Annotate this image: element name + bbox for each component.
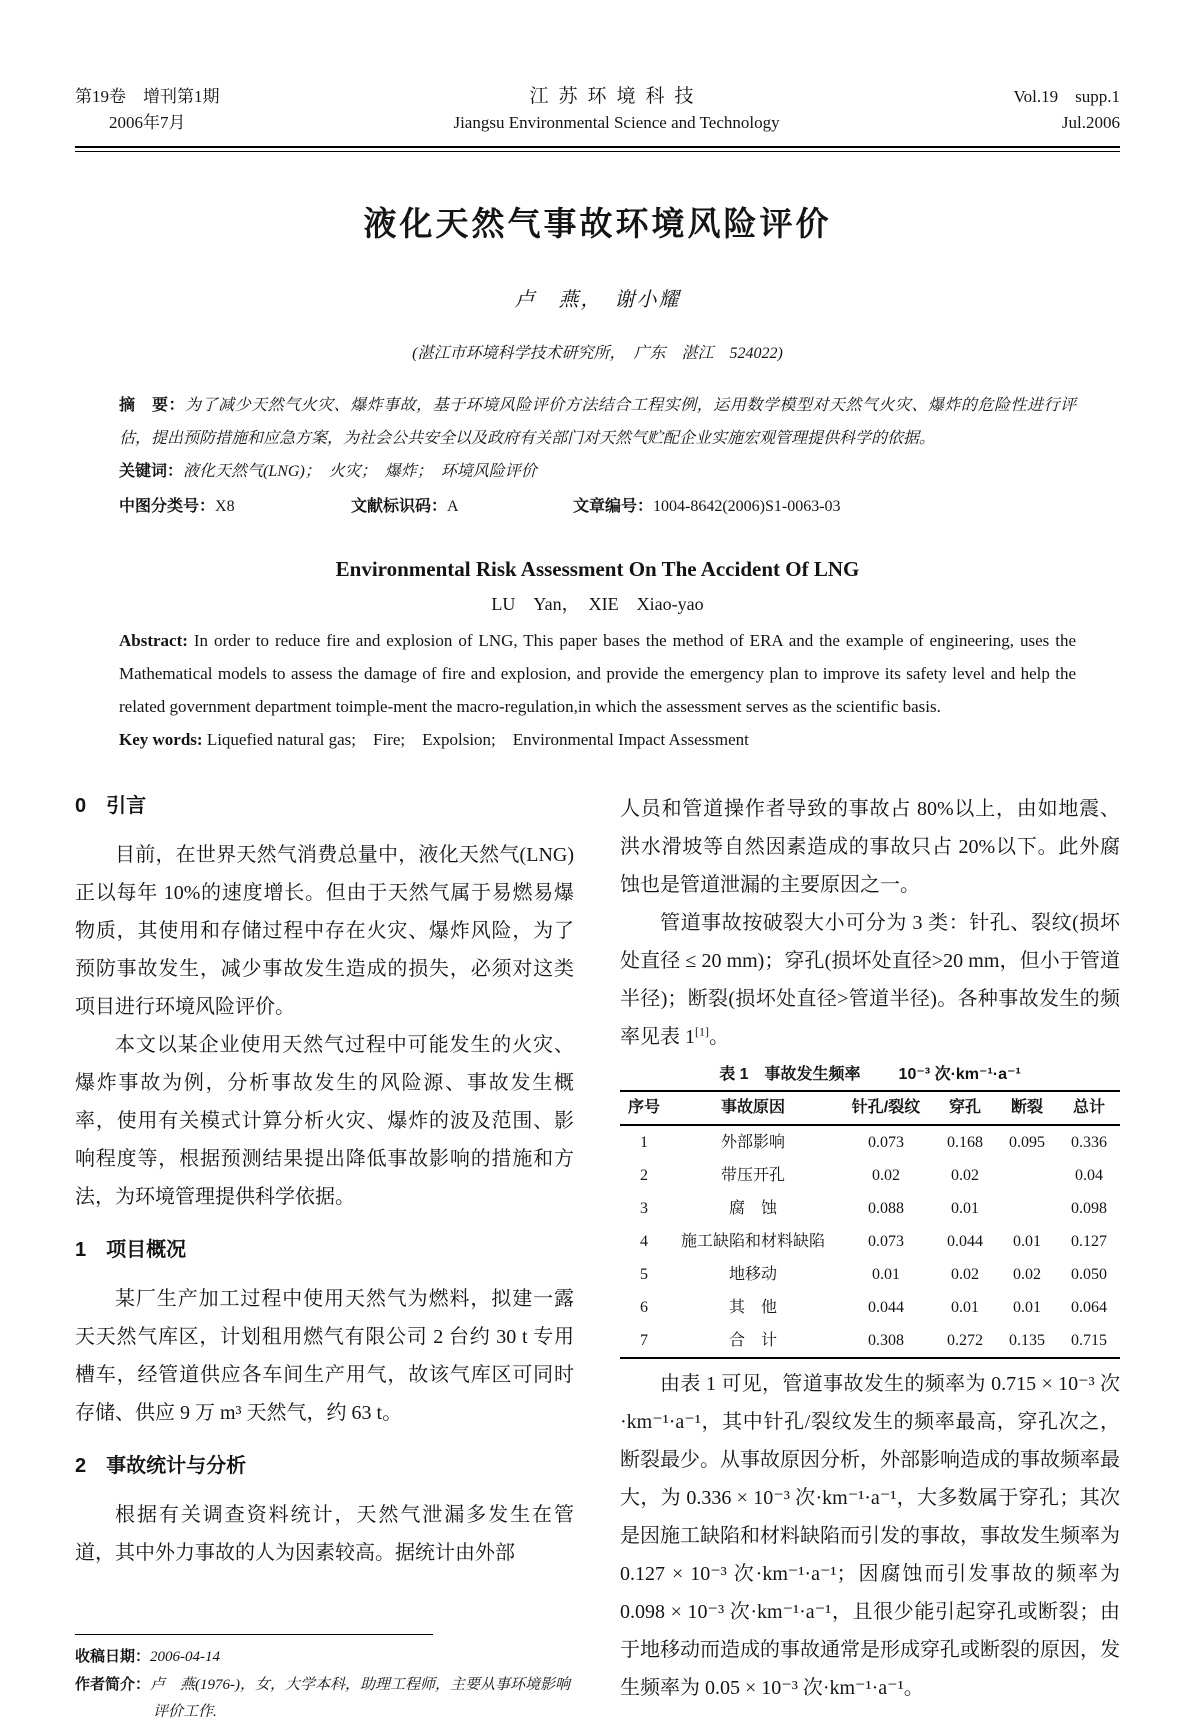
journal-header [75, 84, 1120, 136]
paper-title-cn: 液化天然气事故环境风险评价 [363, 205, 832, 242]
table-cell: 0.073 [868, 1133, 904, 1151]
affiliation: (湛江市环境科学技术研究所， 广东 湛江 524022) [412, 345, 783, 362]
journal-name-cn: 江苏环境科技 [529, 86, 704, 107]
table-cell: 0.073 [868, 1232, 904, 1250]
table-cell: 0.168 [947, 1133, 983, 1151]
section-0-paragraph-1: 目前，在世界天然气消费总量中，液化天然气(LNG)正以每年 10%的速度增长。但由于天然气属于易燃易爆物质，其使用和存储过程中存在火灾、爆炸风险，为了预防事故发生，减少事故发生造成的损失，必须对这类项目进行环境风险评价。 [75, 844, 574, 1018]
article-id-label: 文章编号： [573, 498, 654, 515]
table-cell: 2 [640, 1166, 648, 1184]
pipeline-accident-paragraph [620, 904, 1120, 1056]
footnote-received [75, 1643, 574, 1671]
table-cell: 0.01 [1013, 1232, 1041, 1250]
body-columns [75, 790, 1120, 1736]
section-0-paragraph-2: 本文以某企业使用天然气过程中可能发生的火灾、爆炸事故为例，分析事故发生的风险源、事故发生概率，使用有关模式计算分析火灾、爆炸的波及范围、影响程度等，根据预测结果提出降低事故影响的措施和方法，为环境管理提供科学依据。 [75, 1034, 574, 1208]
table-cell: 4 [640, 1232, 648, 1250]
table-cell: 地移动 [728, 1265, 777, 1283]
journal-name-block [453, 84, 779, 136]
doccode-value: A [447, 498, 459, 515]
table-cell: 0.336 [1071, 1133, 1107, 1151]
table-cell: 0.02 [1013, 1265, 1041, 1283]
section-0-heading: 0 引言 [75, 795, 147, 817]
table-cell [996, 1192, 1058, 1225]
keywords-cn-line [119, 455, 1076, 488]
table-row [620, 1291, 1120, 1324]
keywords-label-cn: 关键词： [119, 463, 184, 480]
table-cell: 0.098 [1071, 1199, 1107, 1217]
table-header-row [620, 1091, 1120, 1125]
paper-title-en: Environmental Risk Assessment On The Accident Of LNG [335, 557, 860, 581]
authors-cn: 卢 燕， 谢小耀 [514, 289, 681, 311]
table-cell: 7 [640, 1331, 648, 1349]
paragraph-text-end: 。 [709, 1026, 729, 1048]
footnote-author-bio [75, 1671, 574, 1726]
table-1-unit: 10⁻³ 次·km⁻¹·a⁻¹ [898, 1066, 1021, 1083]
keywords-text-cn: 液化天然气(LNG)； 火灾； 爆炸； 环境风险评价 [183, 463, 537, 480]
table-cell: 0.095 [1009, 1133, 1045, 1151]
right-column [620, 790, 1120, 1736]
abstract-en [119, 624, 1076, 723]
abstract-label-cn: 摘 要： [119, 397, 186, 414]
section-1-heading: 1 项目概况 [75, 1239, 187, 1261]
table-1-caption [620, 1060, 1120, 1090]
table-cell: 0.02 [872, 1166, 900, 1184]
clc-label: 中图分类号： [119, 498, 216, 515]
abstract-text-cn: 为了减少天然气火灾、爆炸事故，基于环境风险评价方法结合工程实例，运用数学模型对天然气火灾、爆炸的危险性进行评估，提出预防措施和应急方案，为社会公共安全以及政府有关部门对天然气贮配企业实施宏观管理提供科学的依据。 [119, 397, 1076, 447]
accident-frequency-table [620, 1090, 1120, 1359]
header-divider [75, 146, 1120, 152]
abstract-label-en: Abstract: [119, 631, 188, 650]
table-header [620, 1091, 1120, 1125]
table-cell: 0.01 [872, 1265, 900, 1283]
table-cell: 5 [640, 1265, 648, 1283]
table-column-header: 穿孔 [934, 1091, 996, 1125]
paragraph-text: 管道事故按破裂大小可分为 3 类：针孔、裂纹(损坏处直径 ≤ 20 mm)；穿孔(损坏处直径>20 mm，但小于管道半径)；断裂(损坏处直径>管道半径)。各种事故发生的频率见表 1 [620, 912, 1120, 1048]
received-date-label: 收稿日期： [75, 1648, 151, 1665]
table-cell: 0.127 [1071, 1232, 1107, 1250]
table-column-header: 事故原因 [668, 1091, 838, 1125]
table-cell: 0.715 [1071, 1331, 1107, 1349]
keywords-text-en: Liquefied natural gas; Fire; Expolsion; Environmental Impact Assessment [206, 730, 749, 749]
left-column [75, 790, 574, 1736]
journal-date-cn: 2006年7月 [109, 113, 186, 132]
journal-vol-issue: 第19卷 增刊第1期 [75, 87, 220, 106]
footnote [75, 1634, 574, 1736]
journal-issue-block [75, 84, 220, 136]
received-date-value: 2006-04-14 [150, 1649, 221, 1665]
table-cell: 带压开孔 [720, 1166, 785, 1184]
table-row [620, 1324, 1120, 1358]
clc-value: X8 [215, 498, 235, 515]
section-1-paragraph-1: 某厂生产加工过程中使用天然气为燃料，拟建一露天天然气库区，计划租用燃气有限公司 2 台约 30 t 专用槽车，经管道供应各车间生产用气，故该气库区可同时存储、供应 9 万 m³ 天然气，约 63 t。 [75, 1288, 574, 1424]
journal-name-en: Jiangsu Environmental Science and Technology [453, 113, 780, 132]
table-cell: 外部影响 [720, 1133, 785, 1151]
table-cell: 0.01 [1013, 1298, 1041, 1316]
table-column-header: 针孔/裂纹 [838, 1091, 934, 1125]
section-2-heading: 2 事故统计与分析 [75, 1455, 247, 1477]
table-column-header: 序号 [620, 1091, 668, 1125]
table-cell: 腐 蚀 [728, 1199, 777, 1217]
keywords-en-line [119, 723, 1076, 756]
table-column-header: 断裂 [996, 1091, 1058, 1125]
table-1-title: 表 1 事故发生频率 [719, 1066, 861, 1083]
author-bio-label: 作者简介： [75, 1676, 151, 1693]
abstract-cn [119, 389, 1076, 455]
table-cell: 施工缺陷和材料缺陷 [680, 1232, 825, 1250]
table-cell: 6 [640, 1298, 648, 1316]
doccode-label: 文献标识码： [351, 498, 448, 515]
table-row [620, 1125, 1120, 1159]
table-body [620, 1125, 1120, 1358]
journal-date-en: Jul.2006 [1061, 113, 1120, 132]
table-cell: 0.02 [951, 1166, 979, 1184]
footnote-rule [75, 1634, 433, 1635]
table-cell: 0.01 [951, 1199, 979, 1217]
table-cell: 0.02 [951, 1265, 979, 1283]
article-id-value: 1004-8642(2006)S1-0063-03 [653, 498, 841, 515]
table-cell: 0.088 [868, 1199, 904, 1217]
author-bio-value: 卢 燕(1976-)，女，大学本科，助理工程师，主要从事环境影响评价工作. [150, 1677, 571, 1720]
doccode-pair [351, 490, 573, 523]
citation-ref-1: [1] [695, 1024, 709, 1039]
table-cell [996, 1159, 1058, 1192]
table-row [620, 1225, 1120, 1258]
table-cell: 0.064 [1071, 1298, 1107, 1316]
continuation-paragraph: 人员和管道操作者导致的事故占 80%以上，由如地震、洪水滑坡等自然因素造成的事故只占 20%以下。此外腐蚀也是管道泄漏的主要原因之一。 [620, 798, 1120, 896]
classification-line [119, 490, 1076, 523]
keywords-label-en: Key words: [119, 730, 203, 749]
section-2-paragraph-1: 根据有关调查资料统计，天然气泄漏多发生在管道，其中外力事故的人为因素较高。据统计由外部 [75, 1504, 574, 1564]
table-cell: 0.044 [947, 1232, 983, 1250]
table-row [620, 1258, 1120, 1291]
authors-en: LU Yan， XIE Xiao-yao [491, 594, 704, 614]
table-cell: 合 计 [728, 1331, 777, 1349]
journal-vol-en: Vol.19 supp.1 [1013, 87, 1120, 106]
clc-pair [119, 490, 351, 523]
table-cell: 1 [640, 1133, 648, 1151]
table-column-header: 总计 [1058, 1091, 1120, 1125]
abstract-text-en: In order to reduce fire and explosion of LNG, This paper bases the method of ERA and the example of engineering, uses the Mathematical models to assess the damage of fire and explosion, and provide the emergency plan to improve its safety level and help the related government department toimple-ment the macro-regulation,in which the assessment serves as the scientific basis. [119, 631, 1076, 716]
table-cell: 0.050 [1071, 1265, 1107, 1283]
table-cell: 0.308 [868, 1331, 904, 1349]
table-cell: 0.04 [1075, 1166, 1103, 1184]
table-cell: 3 [640, 1199, 648, 1217]
table-cell: 0.272 [947, 1331, 983, 1349]
table-row [620, 1159, 1120, 1192]
table-row [620, 1192, 1120, 1225]
table-cell: 0.01 [951, 1298, 979, 1316]
table-cell: 其 他 [728, 1298, 777, 1316]
article-id-pair [573, 490, 841, 523]
table-cell: 0.044 [868, 1298, 904, 1316]
journal-vol-block [1014, 84, 1120, 136]
table-cell: 0.135 [1009, 1331, 1045, 1349]
analysis-paragraph: 由表 1 可见，管道事故发生的频率为 0.715 × 10⁻³ 次·km⁻¹·a⁻¹，其中针孔/裂纹发生的频率最高，穿孔次之，断裂最少。从事故原因分析，外部影响造成的事故频率最大，为 0.336 × 10⁻³ 次·km⁻¹·a⁻¹，大多数属于穿孔；其次是因施工缺陷和材料缺陷而引发的事故，事故发生频率为 0.127 × 10⁻³ 次·km⁻¹·a⁻¹；因腐蚀而引发事故的频率为 0.098 × 10⁻³ 次·km⁻¹·a⁻¹，且很少能引起穿孔或断裂；由于地移动而造成的事故通常是形成穿孔或断裂的原因，发生频率为 0.05 × 10⁻³ 次·km⁻¹·a⁻¹。 [620, 1373, 1120, 1699]
